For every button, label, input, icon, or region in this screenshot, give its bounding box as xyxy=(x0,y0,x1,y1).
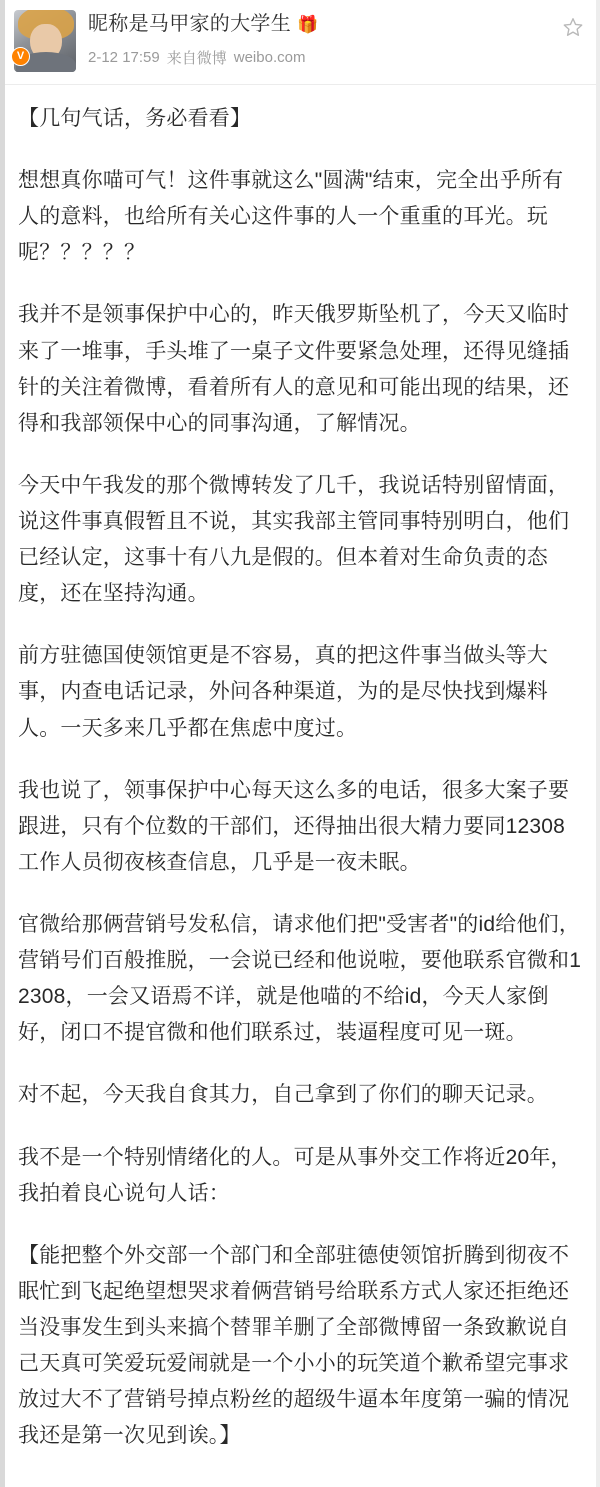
header-text-block xyxy=(88,10,586,68)
post-source-host: weibo.com xyxy=(233,49,306,66)
post-paragraph: 前方驻德国使领馆更是不容易，真的把这件事当做头等大事，内查电话记录，外问各种渠道，为的是尽快找到爆料人。一天多来几乎都在焦虑中度过。 xyxy=(18,644,548,740)
post-header xyxy=(0,0,600,78)
post-paragraph: 【几句气话，务必看看】 xyxy=(18,107,252,130)
post-paragraph: 官微给那俩营销号发私信，请求他们把"受害者"的id给他们，营销号们百般推脱，一会说已经和他说啦，要他联系官微和12308，一会又语焉不详，就是他喵的不给id，今天人家倒好，闭口不提官微和他们联系过，装逼程度可见一斑。 xyxy=(18,912,582,1045)
post-timestamp: 2-12 17:59 xyxy=(88,49,160,66)
avatar[interactable] xyxy=(14,10,76,72)
nickname-row xyxy=(88,12,586,36)
post-paragraph: 我也说了，领事保护中心每天这么多的电话，很多大案子要跟进，只有个位数的干部们，还得抽出很大精力要同12308工作人员彻夜核查信息，几乎是一夜未眠。 xyxy=(18,778,570,874)
user-nickname[interactable]: 昵称是马甲家的大学生 xyxy=(88,13,291,35)
post-paragraph: 我并不是领事保护中心的，昨天俄罗斯坠机了，今天又临时来了一堆事，手头堆了一桌子文件要紧急处理，还得见缝插针的关注着微博，看着所有人的意见和可能出现的结果，还得和我部领保中心的同事沟通，了解情况。 xyxy=(18,303,570,435)
post-paragraph: 想想真你喵可气！这件事就这么"圆满"结束，完全出乎所有人的意料，也给所有关心这件事的人一个重重的耳光。玩呢？？？？？ xyxy=(18,169,564,265)
post-meta-row xyxy=(88,47,586,68)
right-edge-bar xyxy=(596,0,600,1487)
post-paragraph: 对不起，今天我自食其力，自己拿到了你们的聊天记录。 xyxy=(18,1083,548,1107)
post-content xyxy=(0,85,600,1476)
star-icon[interactable] xyxy=(562,16,584,38)
post-paragraph: 今天中午我发的那个微博转发了几千，我说话特别留情面，说这件事真假暂且不说，其实我部主管同事特别明白，他们已经认定，这事十有八九是假的。但本着对生命负责的态度，还在坚持沟通。 xyxy=(18,473,570,606)
post-source[interactable]: 来自微博 xyxy=(166,50,227,67)
left-edge-bar xyxy=(0,0,5,1487)
verified-badge-icon: V xyxy=(11,47,30,66)
post-paragraph: 【能把整个外交部一个部门和全部驻德使领馆折腾到彻夜不眠忙到飞起绝望想哭求着俩营销号给联系方式人家还拒绝还当没事发生到头来搞个替罪羊删了全部微博留一条致歉说自己天真可笑爱玩爱闹就是一个小小的玩笑道个歉希望完事求放过大不了营销号掉点粉丝的超级牛逼本年度第一骗的情况我还是第一次见到诶。】 xyxy=(18,1243,570,1448)
gift-emoji-icon: 🎁 xyxy=(297,14,319,34)
post-paragraph: 我不是一个特别情绪化的人。可是从事外交工作将近20年，我拍着良心说句人话： xyxy=(18,1145,572,1205)
